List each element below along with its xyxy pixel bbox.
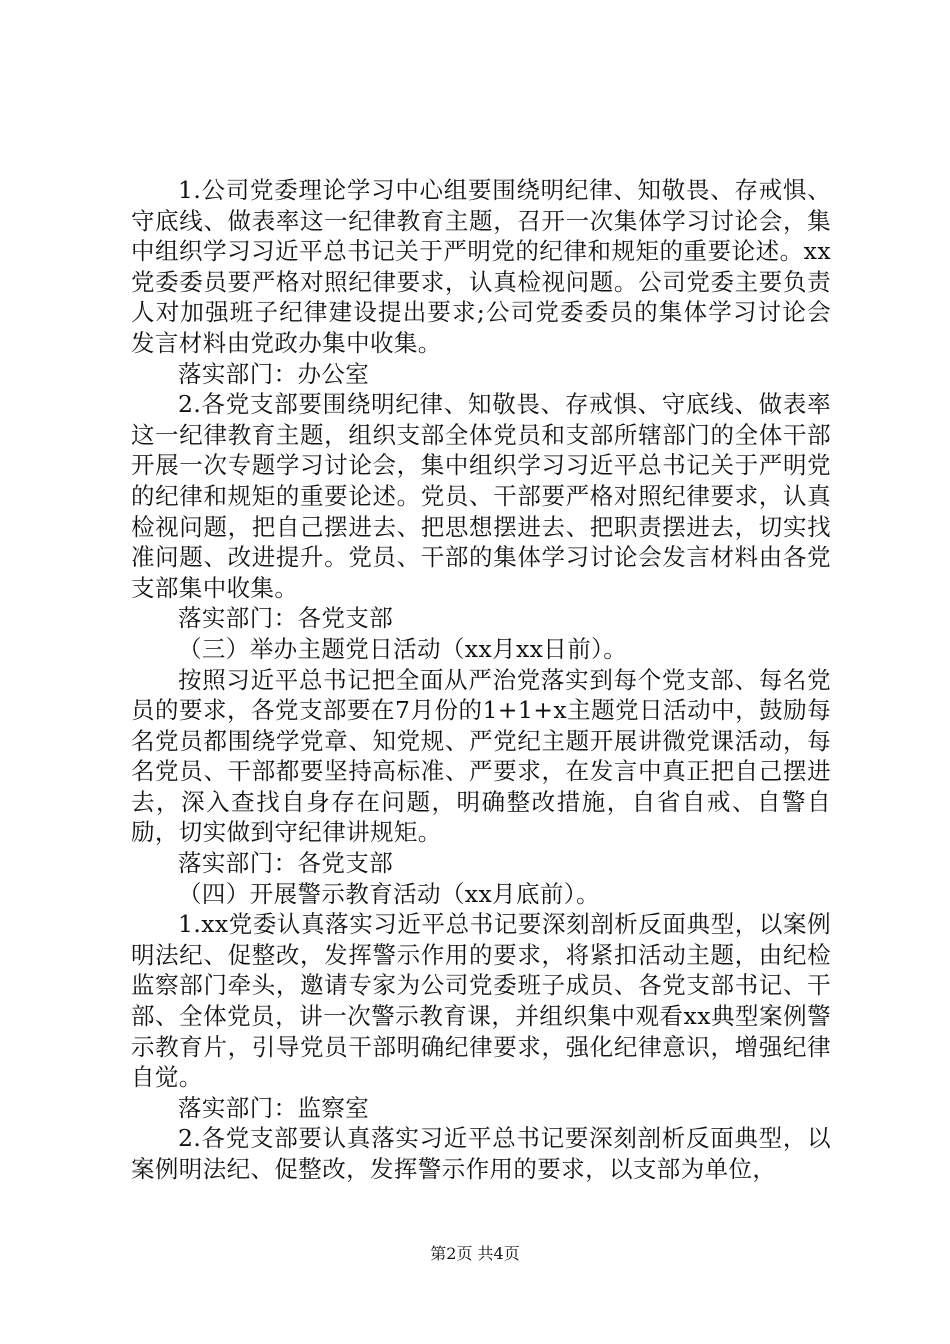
- paragraph-11: 2.各党支部要认真落实习近平总书记要深刻剖析反面典型，以案例明法纪、促整改，发挥警示作用的要求，以支部为单位，: [131, 1124, 831, 1183]
- paragraph-5: （三）举办主题党日活动（xx月xx日前）。: [178, 634, 628, 663]
- paragraph-6: 按照习近平总书记把全面从严治党落实到每个党支部、每名党员的要求，各党支部要在7月份的1+1+x主题党日活动中，鼓励每名党员都围绕学党章、知党规、严党纪主题开展讲微党课活动，每名党员、干部都要坚持高标准、严要求，在发言中真正把自己摆进去，深入查找自身存在问题，明确整改措施，自省自戒、自警自励，切实做到守纪律讲规矩。: [131, 665, 831, 847]
- paragraph-8: （四）开展警示教育活动（xx月底前）。: [178, 879, 600, 908]
- paragraph-1: 1.公司党委理论学习中心组要围绕明纪律、知敬畏、存戒惧、守底线、做表率这一纪律教育主题，召开一次集体学习讨论会，集中组织学习习近平总书记关于严明党的纪律和规矩的重要论述。xx党委委员要严格对照纪律要求，认真检视问题。公司党委主要负责人对加强班子纪律建设提出要求;公司党委委员的集体学习讨论会发言材料由党政办集中收集。: [131, 176, 831, 357]
- paragraph-7: 落实部门：各党支部: [178, 849, 394, 878]
- paragraph-2: 落实部门：办公室: [178, 359, 370, 388]
- paragraph-4: 落实部门：各党支部: [178, 604, 394, 633]
- paragraph-10: 落实部门：监察室: [178, 1093, 370, 1122]
- document-body: [131, 175, 831, 1185]
- paragraph-3: 2.各党支部要围绕明纪律、知敬畏、存戒惧、守底线、做表率这一纪律教育主题，组织支部全体党员和支部所辖部门的全体干部开展一次专题学习讨论会，集中组织学习习近平总书记关于严明党的纪律和规矩的重要论述。党员、干部要严格对照纪律要求，认真检视问题，把自己摆进去、把思想摆进去、把职责摆进去，切实找准问题、改进提升。党员、干部的集体学习讨论会发言材料由各党支部集中收集。: [131, 390, 831, 602]
- paragraph-9: 1.xx党委认真落实习近平总书记要深刻剖析反面典型，以案例明法纪、促整改，发挥警示作用的要求，将紧扣活动主题，由纪检监察部门牵头，邀请专家为公司党委班子成员、各党支部书记、干部、全体党员，讲一次警示教育课，并组织集中观看xx典型案例警示教育片，引导党员干部明确纪律要求，强化纪律意识，增强纪律自觉。: [131, 910, 831, 1092]
- page-footer: 第2页 共4页: [430, 1244, 520, 1263]
